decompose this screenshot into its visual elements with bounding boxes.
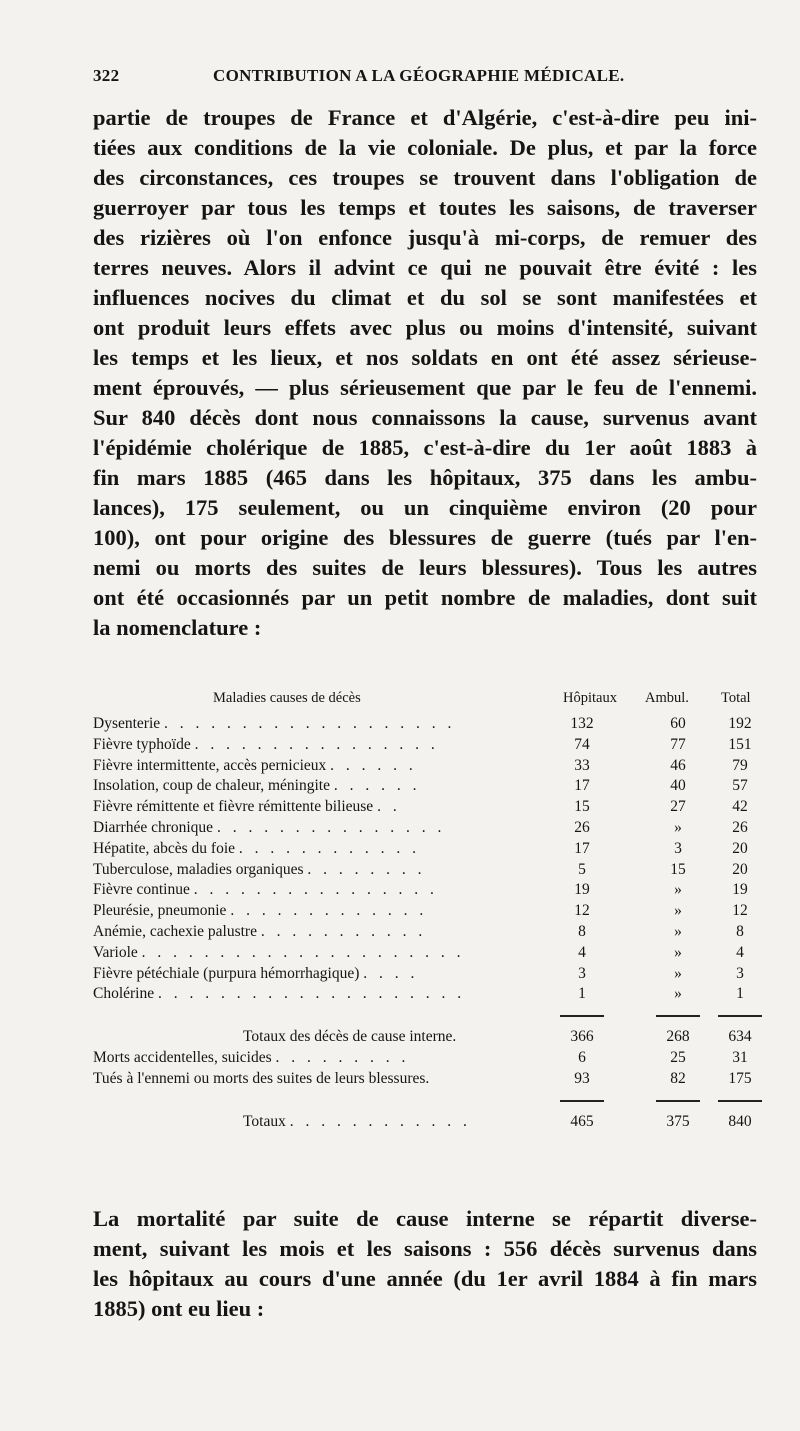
cell-total: 175	[728, 1069, 752, 1087]
cell-total: 79	[732, 756, 748, 774]
row-label: Cholérine	[93, 985, 155, 1003]
paragraph-conclusion	[93, 1204, 757, 1324]
table-row	[93, 964, 757, 985]
row-label: Fièvre pétéchiale (purpura hémorrhagique)	[93, 964, 360, 982]
rule	[656, 1100, 700, 1102]
text-line: partie de troupes de France et d'Algérie, c'est-à-dire peu ini-	[93, 105, 757, 130]
cell-hopitaux: 4	[578, 943, 586, 961]
rule	[560, 1100, 604, 1102]
cell-total: 4	[736, 943, 744, 961]
header-total: Total	[721, 690, 751, 706]
rule-block-1	[93, 1005, 757, 1027]
cell-ambul: 46	[670, 756, 686, 774]
row-dots: . .	[377, 798, 401, 816]
row-label: Anémie, cachexie palustre	[93, 922, 257, 940]
row-dots: . . . . . . . . . . . . . . . .	[194, 735, 439, 753]
cell-hopitaux: 3	[578, 964, 586, 982]
cell-ambul: 82	[670, 1069, 686, 1087]
cell-ambul: »	[674, 902, 682, 920]
cell-total: 57	[732, 777, 748, 795]
mortality-table	[93, 690, 757, 1132]
cell-hopitaux: 17	[574, 777, 590, 795]
table-row	[93, 1048, 757, 1069]
text-line: Sur 840 décès dont nous connaissons la cause, survenus avant	[93, 405, 757, 430]
row-dots: . . . . . . . . . . . . . . . . . . . .	[158, 985, 466, 1003]
row-dots: . . . . . . . . . . . . . . . . . . . . .	[141, 943, 465, 961]
table-body	[93, 714, 757, 1005]
grand-total-hopitaux: 465	[570, 1112, 594, 1130]
cell-hopitaux: 19	[574, 881, 590, 899]
grand-total-label: Totaux	[243, 1112, 286, 1130]
header-hopitaux: Hôpitaux	[563, 690, 617, 706]
subtotal-label: Totaux des décès de cause interne.	[243, 1028, 457, 1046]
row-label: Morts accidentelles, suicides	[93, 1048, 272, 1066]
row-label: Diarrhée chronique	[93, 818, 214, 836]
table-row	[93, 714, 757, 735]
row-label: Fièvre continue	[93, 881, 190, 899]
rule-block-2	[93, 1090, 757, 1112]
table-row	[93, 797, 757, 818]
cell-ambul: »	[674, 964, 682, 982]
rule	[656, 1015, 700, 1017]
table-row	[93, 756, 757, 777]
row-label: Fièvre intermittente, accès pernicieux	[93, 756, 327, 774]
header-ambul: Ambul.	[645, 690, 689, 706]
cell-total: 12	[732, 902, 748, 920]
cell-hopitaux: 8	[578, 922, 586, 940]
cell-ambul: 15	[670, 860, 686, 878]
text-line: ment éprouvés, — plus sérieusement que par le feu de l'ennemi.	[93, 375, 757, 400]
row-label: Insolation, coup de chaleur, méningite	[93, 777, 330, 795]
cell-ambul: »	[674, 943, 682, 961]
row-dots: . . . . . . . . . . . . .	[230, 902, 428, 920]
table-row	[93, 943, 757, 964]
table-row	[93, 818, 757, 839]
row-label: Pleurésie, pneumonie	[93, 902, 227, 920]
text-line: 1885) ont eu lieu :	[93, 1296, 265, 1321]
text-line: les hôpitaux au cours d'une année (du 1er avril 1884 à fin mars	[93, 1266, 757, 1291]
cell-hopitaux: 5	[578, 860, 586, 878]
cell-ambul: 27	[670, 798, 686, 816]
cell-total: 1	[736, 985, 744, 1003]
text-line: tiées aux conditions de la vie coloniale. De plus, et par la force	[93, 135, 757, 160]
cell-hopitaux: 12	[574, 902, 590, 920]
text-line: lances), 175 seulement, ou un cinquième environ (20 pour	[93, 495, 757, 520]
text-line: des circonstances, ces troupes se trouvent dans l'obligation de	[93, 165, 757, 190]
text-line: l'épidémie cholérique de 1885, c'est-à-dire du 1er août 1883 à	[93, 435, 757, 460]
cell-ambul: 25	[670, 1048, 686, 1066]
row-label: Fièvre typhoïde	[93, 735, 191, 753]
cell-hopitaux: 33	[574, 756, 590, 774]
page-number: 322	[93, 66, 120, 85]
cell-hopitaux: 17	[574, 839, 590, 857]
grand-total-ambul: 375	[666, 1112, 690, 1130]
table-row	[93, 901, 757, 922]
cell-hopitaux: 26	[574, 818, 590, 836]
table-row	[93, 860, 757, 881]
subtotal-row	[93, 1027, 757, 1048]
table-row	[93, 880, 757, 901]
row-dots: . . . . . .	[330, 756, 417, 774]
cell-ambul: 3	[674, 839, 682, 857]
subtotal-ambul: 268	[666, 1028, 690, 1046]
subtotal-total: 634	[728, 1028, 752, 1046]
row-label: Hépatite, abcès du foie	[93, 839, 236, 857]
cell-total: 26	[732, 818, 748, 836]
cell-hopitaux: 93	[574, 1069, 590, 1087]
text-line: fin mars 1885 (465 dans les hôpitaux, 375 dans les ambu-	[93, 465, 757, 490]
cell-hopitaux: 132	[570, 715, 594, 732]
rule	[718, 1015, 762, 1017]
row-dots: . . . .	[363, 964, 419, 982]
grand-total-dots: . . . . . . . . . . . .	[289, 1112, 471, 1130]
subtotal-hopitaux: 366	[570, 1028, 594, 1046]
row-label: Tués à l'ennemi ou morts des suites de leurs blessures.	[93, 1069, 430, 1087]
row-dots: . . . . . . . . . . . . . . . . . . .	[164, 715, 456, 732]
cell-total: 19	[732, 881, 748, 899]
table-row	[93, 1069, 757, 1090]
table-row	[93, 735, 757, 756]
cell-hopitaux: 74	[574, 735, 590, 753]
row-dots: . . . . . . . . . . . . . . . .	[193, 881, 438, 899]
table-row	[93, 922, 757, 943]
text-line: guerroyer par tous les temps et toutes les saisons, de traverser	[93, 195, 757, 220]
text-line: nemi ou morts des suites de leurs blessures). Tous les autres	[93, 555, 757, 580]
text-line: terres neuves. Alors il advint ce qui ne pouvait être évité : les	[93, 255, 757, 280]
row-label: Variole	[93, 943, 138, 961]
row-label: Dysenterie	[93, 715, 161, 732]
cell-ambul: »	[674, 818, 682, 836]
cell-hopitaux: 6	[578, 1048, 586, 1066]
rule	[560, 1015, 604, 1017]
grand-total-total: 840	[728, 1112, 752, 1130]
text-line: les temps et les lieux, et nos soldats en ont été assez sérieuse-	[93, 345, 757, 370]
rule	[718, 1100, 762, 1102]
text-line: des rizières où l'on enfonce jusqu'à mi-corps, de remuer des	[93, 225, 757, 250]
table-header	[93, 690, 757, 714]
cell-ambul: 60	[670, 715, 686, 732]
text-line: La mortalité par suite de cause interne se répartit diverse-	[93, 1206, 757, 1231]
text-line: ont été occasionnés par un petit nombre de maladies, dont suit	[93, 585, 757, 610]
cell-total: 20	[732, 860, 748, 878]
row-dots: . . . . . . . . . . . . . . .	[216, 818, 446, 836]
table-row	[93, 839, 757, 860]
cell-hopitaux: 15	[574, 798, 590, 816]
cell-ambul: »	[674, 922, 682, 940]
table-row	[93, 984, 757, 1005]
text-line: influences nocives du climat et du sol se sont manifestées et	[93, 285, 757, 310]
paragraph-intro	[93, 103, 757, 643]
cell-total: 8	[736, 922, 744, 940]
cell-ambul: »	[674, 985, 682, 1003]
row-dots: . . . . . . . .	[307, 860, 426, 878]
text-line: ont produit leurs effets avec plus ou moins d'intensité, suivant	[93, 315, 757, 340]
cell-total: 31	[732, 1048, 748, 1066]
header-causes: Maladies causes de décès	[213, 690, 361, 706]
table-row	[93, 776, 757, 797]
cell-ambul: 40	[670, 777, 686, 795]
running-title: CONTRIBUTION A LA GÉOGRAPHIE MÉDICALE.	[213, 66, 625, 85]
cell-hopitaux: 1	[578, 985, 586, 1003]
cell-total: 192	[728, 715, 752, 732]
text-line: 100), ont pour origine des blessures de guerre (tués par l'en-	[93, 525, 757, 550]
cell-ambul: 77	[670, 735, 686, 753]
text-line: ment, suivant les mois et les saisons : 556 décès survenus dans	[93, 1236, 757, 1261]
cell-total: 151	[728, 735, 752, 753]
row-dots: . . . . . . . . .	[275, 1048, 410, 1066]
row-dots: . . . . . .	[333, 777, 421, 795]
row-dots: . . . . . . . . . . .	[260, 922, 427, 940]
row-label: Tuberculose, maladies organiques	[93, 860, 304, 878]
row-label: Fièvre rémittente et fièvre rémittente bilieuse	[93, 798, 374, 816]
cell-total: 42	[732, 798, 748, 816]
cell-total: 20	[732, 839, 748, 857]
extra-rows	[93, 1048, 757, 1090]
text-line: la nomenclature :	[93, 615, 262, 640]
cell-total: 3	[736, 964, 744, 982]
cell-ambul: »	[674, 881, 682, 899]
row-dots: . . . . . . . . . . . .	[238, 839, 421, 857]
grand-total-row	[93, 1112, 757, 1133]
